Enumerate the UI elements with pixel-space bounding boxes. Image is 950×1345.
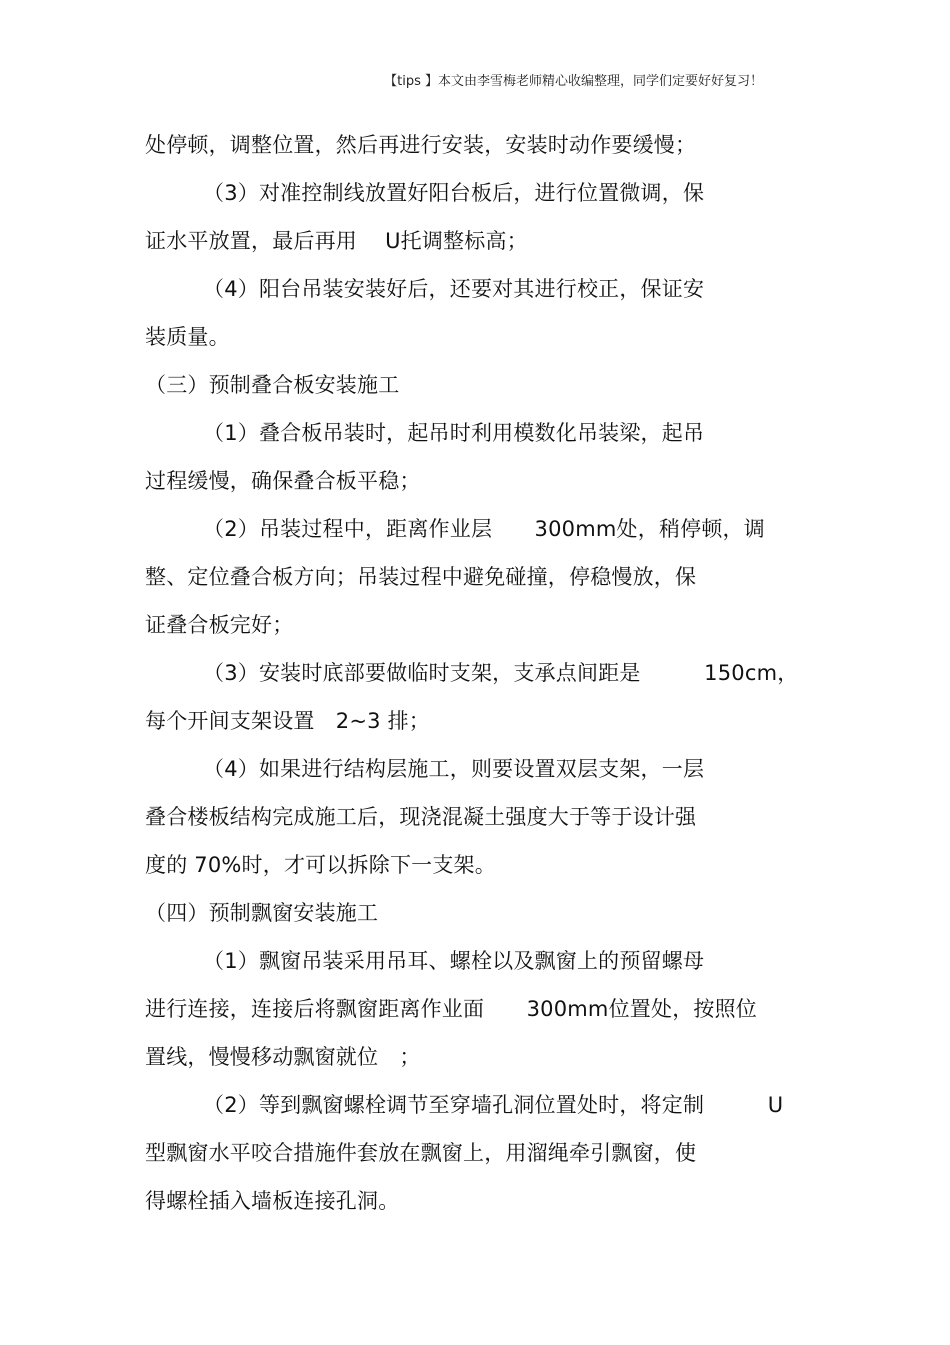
body-line: （2）等到飘窗螺栓调节至穿墙孔洞位置处时，将定制 U: [203, 1093, 784, 1117]
body-line: 处停顿，调整位置，然后再进行安装，安装时动作要缓慢；: [145, 133, 697, 157]
body-line: （4）阳台吊装安装好后，还要对其进行校正，保证安: [203, 277, 705, 301]
body-line: 装质量。: [145, 325, 230, 349]
body-line: （1）叠合板吊装时，起吊时利用模数化吊装梁，起吊: [203, 421, 705, 445]
body-line: 进行连接，连接后将飘窗距离作业面 300mm位置处，按照位: [145, 997, 757, 1021]
section-heading: （四）预制飘窗安装施工: [145, 901, 379, 925]
body-line: 证水平放置，最后再用 U托调整标高；: [145, 229, 528, 253]
body-line: 过程缓慢，确保叠合板平稳；: [145, 469, 421, 493]
body-line: （2）吊装过程中，距离作业层 300mm处，稍停顿，调: [203, 517, 765, 541]
body-line: 置线，慢慢移动飘窗就位 ；: [145, 1045, 421, 1069]
body-line: 得螺栓插入墙板连接孔洞。: [145, 1189, 400, 1213]
body-line: （3）安装时底部要做临时支架，支承点间距是 150cm，: [203, 661, 799, 685]
body-line: （1）飘窗吊装采用吊耳、螺栓以及飘窗上的预留螺母: [203, 949, 705, 973]
body-line: （3）对准控制线放置好阳台板后，进行位置微调，保: [203, 181, 705, 205]
body-line: 整、定位叠合板方向；吊装过程中避免碰撞，停稳慢放，保: [145, 565, 697, 589]
header-tip: 【tips 】本文由李雪梅老师精心收编整理，同学们定要好好复习！: [384, 74, 763, 89]
body-line: 叠合楼板结构完成施工后，现浇混凝土强度大于等于设计强: [145, 805, 697, 829]
body-line: 证叠合板完好；: [145, 613, 294, 637]
section-heading: （三）预制叠合板安装施工: [145, 373, 400, 397]
body-line: 型飘窗水平咬合措施件套放在飘窗上，用溜绳牵引飘窗，使: [145, 1141, 697, 1165]
body-line: （4）如果进行结构层施工，则要设置双层支架，一层: [203, 757, 705, 781]
body-line: 每个开间支架设置 2~3 排；: [145, 709, 430, 733]
body-line: 度的 70%时，才可以拆除下一支架。: [145, 853, 496, 877]
